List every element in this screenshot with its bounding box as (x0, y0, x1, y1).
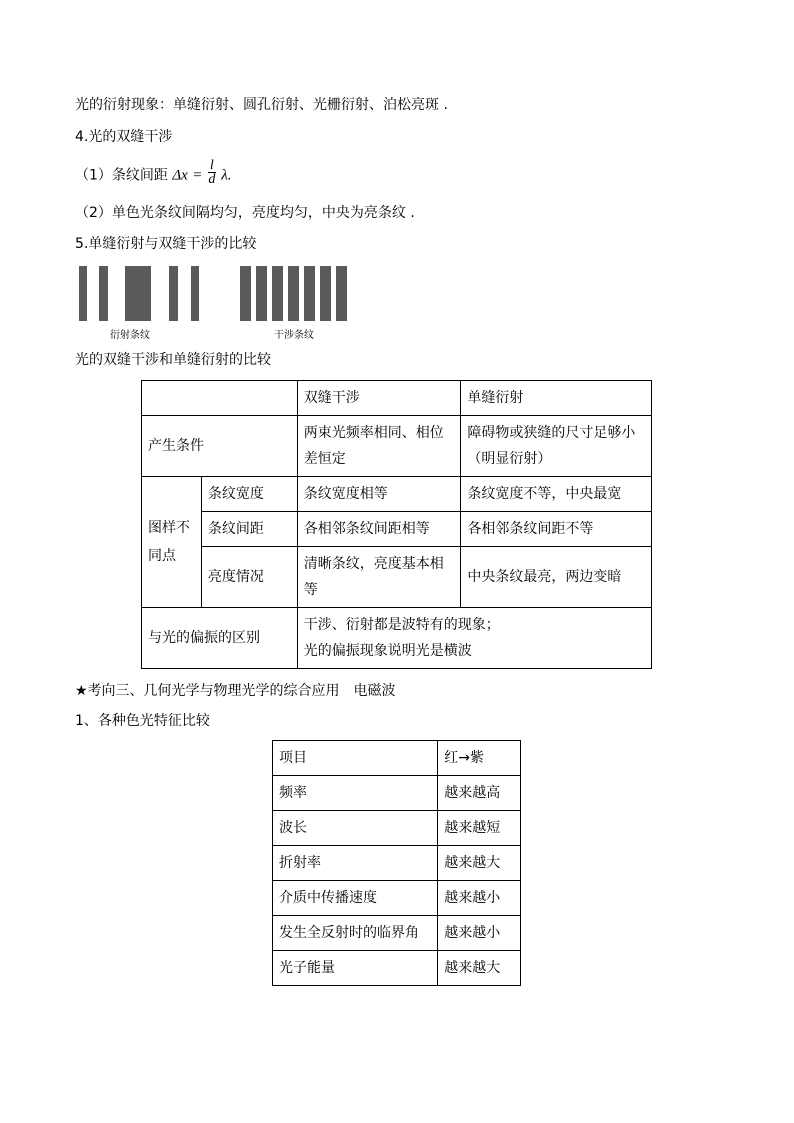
diffraction-fringe (191, 266, 199, 321)
header-single-slit: 单缝衍射 (461, 381, 652, 416)
condition-single: 障碍物或狭缝的尺寸足够小（明显衍射） (461, 416, 652, 477)
item-cell: 介质中传播速度 (273, 881, 438, 916)
equals-sign: = (192, 167, 203, 184)
table-row (273, 916, 521, 951)
item-cell: 光子能量 (273, 951, 438, 986)
lambda-symbol: λ. (221, 167, 232, 184)
fringe-spacing-label: （1）条纹间距 (75, 167, 168, 184)
section-4-title: 4.光的双缝干涉 (75, 129, 173, 145)
fringe-spacing-double: 各相邻条纹间距相等 (297, 512, 461, 547)
table-header-corner (142, 381, 298, 416)
l-over-d-fraction (208, 159, 216, 186)
header-double-slit: 双缝干涉 (297, 381, 461, 416)
fringe-spacing-single: 各相邻条纹间距不等 (461, 512, 652, 547)
table-row (142, 381, 652, 416)
item-cell: 项目 (273, 741, 438, 776)
table-row (273, 881, 521, 916)
trend-cell: 越来越小 (438, 916, 521, 951)
monochromatic-fringe-text: （2）单色光条纹间隔均匀，亮度均匀，中央为亮条纹 . (75, 205, 415, 221)
diffraction-fringe (169, 266, 178, 321)
diffraction-fringe-central (125, 266, 151, 321)
trend-cell: 越来越大 (438, 846, 521, 881)
pattern-difference-label: 图样不同点 (142, 477, 202, 608)
brightness-single: 中央条纹最亮，两边变暗 (461, 547, 652, 608)
interference-diffraction-comparison-table (141, 380, 652, 669)
diffraction-fringe (79, 266, 87, 321)
table-row (273, 811, 521, 846)
fringe-width-double: 条纹宽度相等 (297, 477, 461, 512)
section-5-title: 5.单缝衍射与双缝干涉的比较 (75, 236, 257, 252)
diffraction-fringe-caption: 衍射条纹 (110, 330, 150, 341)
trend-cell: 越来越高 (438, 776, 521, 811)
item-cell: 折射率 (273, 846, 438, 881)
interference-fringe (336, 266, 347, 321)
trend-cell: 越来越小 (438, 881, 521, 916)
fringe-spacing-formula-line (75, 158, 232, 189)
table-row (142, 547, 652, 608)
interference-fringe (288, 266, 299, 321)
trend-cell: 越来越大 (438, 951, 521, 986)
table-row (142, 608, 652, 669)
fringe-width-label: 条纹宽度 (201, 477, 297, 512)
comparison-title: 光的双缝干涉和单缝衍射的比较 (75, 352, 271, 368)
delta-x-symbol: Δx (172, 167, 188, 184)
interference-fringe (304, 266, 315, 321)
color-light-comparison-title: 1、各种色光特征比较 (75, 713, 210, 729)
fraction-denominator: d (208, 172, 216, 187)
table-row (273, 846, 521, 881)
table-row (273, 951, 521, 986)
condition-double: 两束光频率相同、相位差恒定 (297, 416, 461, 477)
interference-fringe-caption: 干涉条纹 (274, 330, 314, 341)
brightness-double: 清晰条纹，亮度基本相等 (297, 547, 461, 608)
table-row (142, 477, 652, 512)
interference-fringe (240, 266, 251, 321)
diffraction-fringe (99, 266, 108, 321)
interference-fringe (256, 266, 267, 321)
item-cell: 波长 (273, 811, 438, 846)
table-row (273, 741, 521, 776)
polarization-label: 与光的偏振的区别 (142, 608, 298, 669)
interference-fringe (272, 266, 283, 321)
table-row (273, 776, 521, 811)
topic-3-title: ★考向三、几何光学与物理光学的综合应用 电磁波 (75, 683, 396, 699)
fringe-spacing-label-cell: 条纹间距 (201, 512, 297, 547)
fringe-width-single: 条纹宽度不等，中央最宽 (461, 477, 652, 512)
trend-cell: 越来越短 (438, 811, 521, 846)
polarization-line-2: 光的偏振现象说明光是横波 (303, 643, 472, 659)
brightness-label: 亮度情况 (201, 547, 297, 608)
fraction-numerator: l (209, 158, 214, 173)
color-light-characteristics-table (272, 740, 521, 986)
trend-cell: 红→紫 (438, 741, 521, 776)
table-row (142, 512, 652, 547)
polarization-line-1: 干涉、衍射都是波特有的现象； (303, 617, 500, 633)
item-cell: 发生全反射时的临界角 (273, 916, 438, 951)
table-row (142, 416, 652, 477)
polarization-difference (297, 608, 651, 669)
interference-fringe (320, 266, 331, 321)
condition-label: 产生条件 (142, 416, 298, 477)
diffraction-phenomena-text: 光的衍射现象：单缝衍射、圆孔衍射、光栅衍射、泊松亮斑 . (75, 97, 448, 113)
item-cell: 频率 (273, 776, 438, 811)
